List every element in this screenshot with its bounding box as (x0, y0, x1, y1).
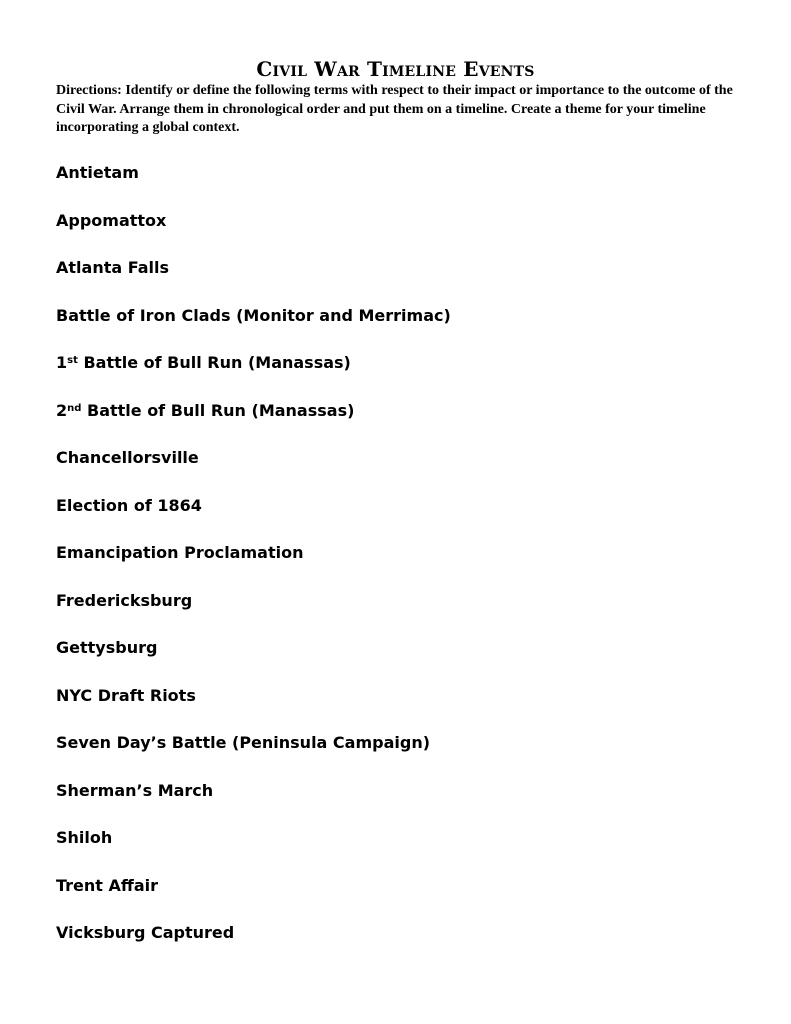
term-text: Election of 1864 (56, 495, 202, 515)
term-text: Gettysburg (56, 638, 158, 657)
directions-text: Directions: Identify or define the following terms with respect to their impact or importance to the outcome of the Civil War. Arrange them in chronological order and put them on a timeline. Create a theme for your timeline incorporating a global context. (56, 83, 733, 135)
term-text: Emancipation Proclamation (56, 543, 304, 562)
term-item (56, 255, 451, 303)
term-ordinal: 2 (56, 400, 68, 420)
term-item (56, 778, 451, 826)
term-text: Fredericksburg (56, 590, 193, 610)
term-text: Sherman’s March (56, 780, 214, 800)
term-text: Seven Day’s Battle (Peninsula Campaign) (56, 733, 431, 752)
term-ordinal: 1 (56, 353, 68, 372)
term-item (56, 588, 451, 636)
term-ordinal-suffix: nd (67, 402, 82, 414)
term-item (56, 825, 451, 873)
page-title: Civil War Timeline Events (256, 57, 535, 81)
term-item (56, 493, 451, 541)
term-item (56, 920, 451, 968)
terms-list (56, 160, 451, 968)
term-item (56, 873, 451, 921)
term-text: Vicksburg Captured (56, 923, 235, 942)
term-text: Battle of Bull Run (Manassas) (77, 353, 351, 372)
term-item (56, 350, 451, 398)
term-item (56, 540, 451, 588)
term-text: Battle of Iron Clads (Monitor and Merrimac) (56, 305, 451, 325)
term-text: Appomattox (56, 210, 167, 230)
term-item (56, 208, 451, 256)
term-text: Atlanta Falls (56, 258, 169, 277)
term-text: NYC Draft Riots (56, 685, 196, 705)
term-item (56, 303, 451, 351)
term-ordinal-suffix: st (67, 355, 78, 366)
term-text: Chancellorsville (56, 448, 199, 467)
term-text: Shiloh (56, 828, 113, 847)
term-item (56, 445, 451, 493)
term-item (56, 635, 451, 683)
term-text: Battle of Bull Run (Manassas) (81, 400, 355, 420)
term-text: Antietam (56, 163, 139, 182)
term-item (56, 683, 451, 731)
term-item (56, 730, 451, 778)
term-item (56, 398, 451, 446)
term-text: Trent Affair (56, 875, 159, 895)
term-item (56, 160, 451, 208)
